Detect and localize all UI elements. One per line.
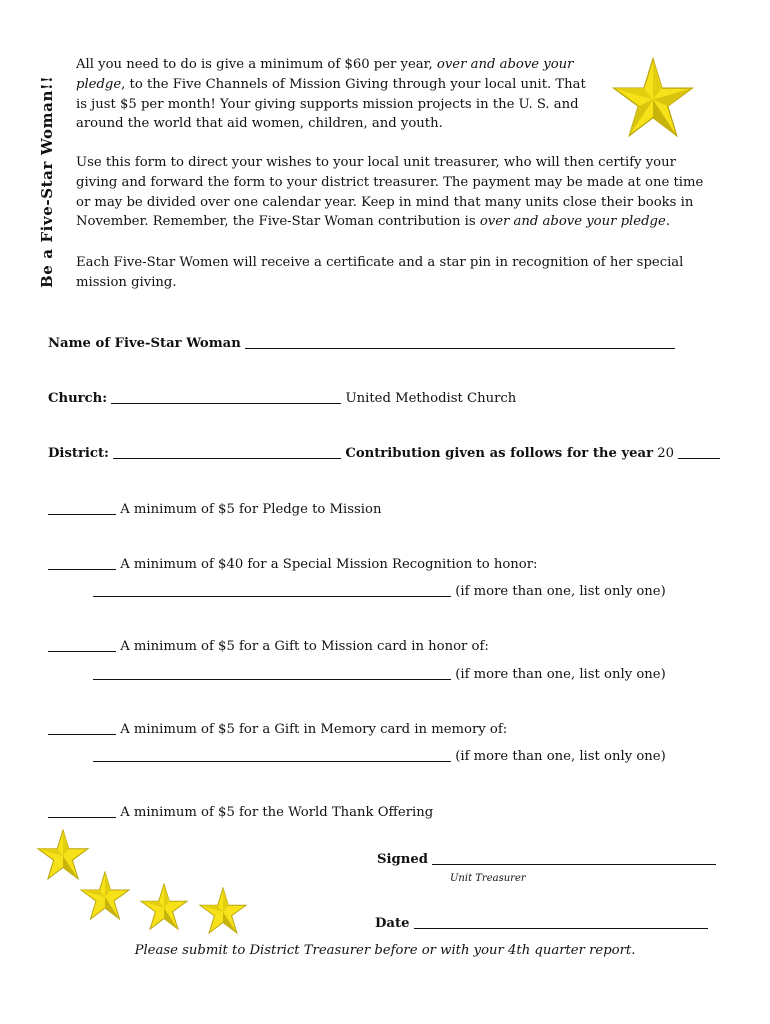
star-icon <box>79 871 131 921</box>
district-row <box>48 446 720 461</box>
date-field[interactable] <box>414 916 708 929</box>
contribution-label: Contribution given as follows for the year <box>345 446 654 461</box>
star-icon <box>198 887 248 935</box>
district-label: District: <box>48 446 109 461</box>
signature-field[interactable] <box>432 852 716 865</box>
church-label: Church: <box>48 391 108 406</box>
intro-paragraph-2: Use this form to direct your wishes to your local unit treasurer, who will then certify your giving and forward the form to your district treasurer. The payment may be made at one time or may be divided over one calendar year. Keep in mind that many units close their books in November. Remember, the Five-Star Woman contribution is over and above your pledge. <box>76 155 704 230</box>
item-gift-in-memory <box>48 722 507 737</box>
year-field[interactable] <box>678 446 720 459</box>
name-row <box>48 336 675 351</box>
name-label: Name of Five-Star Woman <box>48 336 241 351</box>
honoree-row <box>93 584 666 599</box>
footer-note: Please submit to District Treasurer before or with your 4th quarter report. <box>134 943 636 958</box>
signed-row <box>377 852 716 867</box>
signed-caption: Unit Treasurer <box>450 873 526 884</box>
signed-label: Signed <box>377 852 428 867</box>
item-gift-to-mission <box>48 639 489 654</box>
amount-field[interactable] <box>48 722 116 735</box>
year-prefix: 20 <box>657 446 675 461</box>
list-note: (if more than one, list only one) <box>455 584 666 599</box>
memory-field[interactable] <box>93 749 451 762</box>
item-pledge-to-mission <box>48 502 381 517</box>
date-row <box>375 916 708 931</box>
item-world-thank-offering <box>48 805 433 820</box>
item-special-mission-recognition <box>48 557 537 572</box>
item-label: A minimum of $5 for the World Thank Offering <box>120 805 434 820</box>
amount-field[interactable] <box>48 557 116 570</box>
side-title: Be a Five-Star Woman!! <box>38 75 56 288</box>
honoree-field[interactable] <box>93 667 451 680</box>
amount-field[interactable] <box>48 639 116 652</box>
honoree-field[interactable] <box>93 584 451 597</box>
memory-row <box>93 749 666 764</box>
church-field[interactable] <box>111 391 341 404</box>
list-note: (if more than one, list only one) <box>455 749 666 764</box>
star-icon <box>139 883 189 931</box>
item-label: A minimum of $5 for Pledge to Mission <box>120 502 382 517</box>
church-row <box>48 391 516 406</box>
amount-field[interactable] <box>48 502 116 515</box>
name-field[interactable] <box>245 336 675 349</box>
amount-field[interactable] <box>48 805 116 818</box>
intro-paragraph-1: All you need to do is give a minimum of $60 per year, over and above your pledge, to the Five Channels of Mission Giving through your local unit. That is just $5 per month! Your giving supports mission projects in the U. S. and around the world that aid women, children, and youth. <box>76 57 586 132</box>
intro-paragraph-3: Each Five-Star Women will receive a certificate and a star pin in recognition of her special mission giving. <box>76 255 684 290</box>
item-label: A minimum of $5 for a Gift to Mission card in honor of: <box>120 639 489 654</box>
church-suffix: United Methodist Church <box>345 391 517 406</box>
date-label: Date <box>375 916 410 931</box>
honoree-row <box>93 667 666 682</box>
district-field[interactable] <box>113 446 341 459</box>
star-icon <box>611 57 695 139</box>
item-label: A minimum of $40 for a Special Mission Recognition to honor: <box>120 557 538 572</box>
item-label: A minimum of $5 for a Gift in Memory card in memory of: <box>120 722 508 737</box>
list-note: (if more than one, list only one) <box>455 667 666 682</box>
